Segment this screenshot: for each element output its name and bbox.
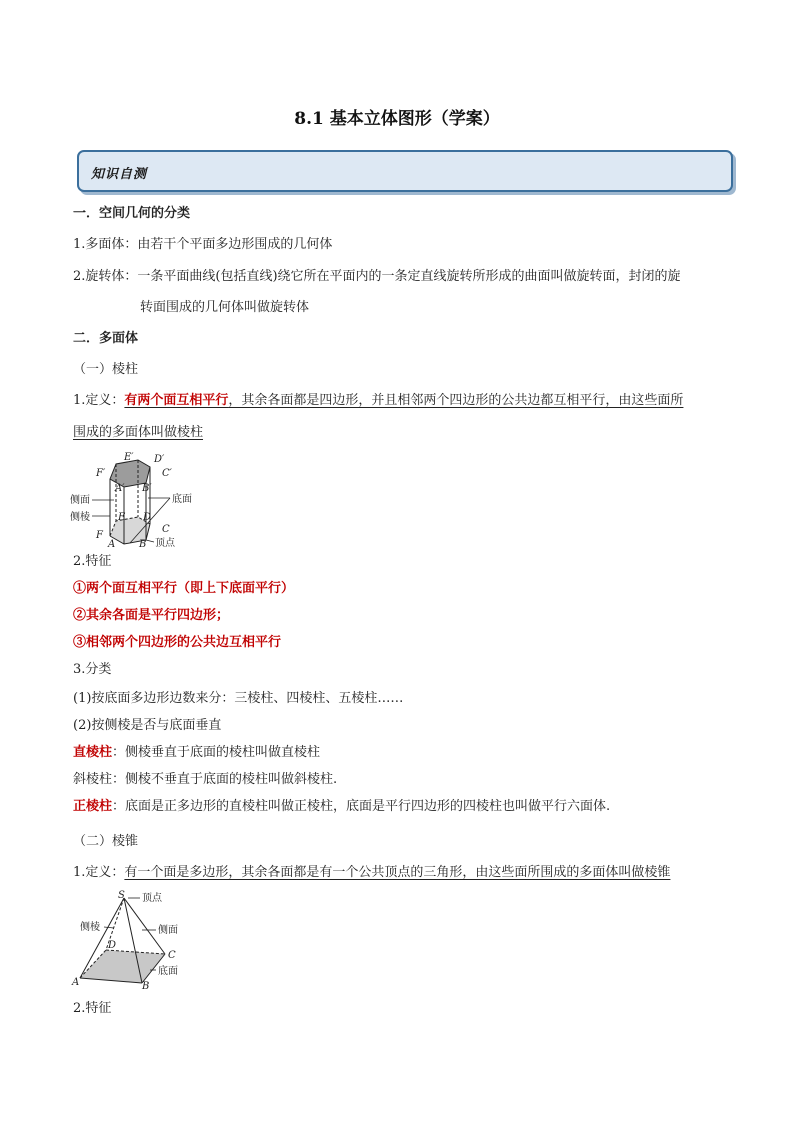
- prism-label-e: E: [118, 512, 126, 523]
- pyramid-label-lateral-face: 侧面: [158, 925, 178, 936]
- prism-feature-2: ②其余各面是平行四边形；: [73, 608, 230, 623]
- right-prism-line: [73, 744, 320, 762]
- prism-class-2: (2)按侧棱是否与底面垂直: [73, 718, 222, 733]
- prism-def-prefix: 1.定义：: [73, 393, 125, 408]
- oblique-prism-line: 斜棱柱：侧棱不垂直于底面的棱柱叫做斜棱柱.: [73, 772, 338, 787]
- right-prism-term: 直棱柱: [73, 745, 113, 760]
- pyramid-label-c: C: [168, 950, 176, 961]
- prism-label-f-prime: F′: [96, 468, 106, 479]
- prism-label-lateral-face: 侧面: [70, 495, 90, 506]
- prism-label-a-prime: A′: [115, 483, 125, 494]
- polyhedron-definition: 1.多面体：由若干个平面多边形围成的几何体: [73, 237, 333, 252]
- pyramid-figure: [70, 888, 210, 990]
- prism-feature-3: ③相邻两个四边形的公共边互相平行: [73, 635, 282, 650]
- prism-definition-line2: 围成的多面体叫做棱柱: [73, 425, 204, 440]
- regular-prism-line: [73, 798, 610, 816]
- heading-pyramid: （二）棱锥: [73, 834, 139, 849]
- pyramid-label-d: D: [108, 940, 117, 951]
- prism-label-b: B: [139, 539, 147, 548]
- prism-label-a: A: [108, 539, 116, 548]
- pyramid-def-text: 有一个面是多边形，其余各面都是有一个公共顶点的三角形，由这些面所围成的多面体叫做棱锥: [124, 865, 671, 880]
- page-title: 8.1 基本立体图形（学案）: [294, 109, 500, 129]
- right-prism-desc: ：侧棱垂直于底面的棱柱叫做直棱柱: [112, 745, 321, 760]
- prism-class-1: (1)按底面多边形边数来分：三棱柱、四棱柱、五棱柱……: [73, 691, 404, 706]
- section-banner: [77, 150, 733, 192]
- prism-def-highlight: 有两个面互相平行: [124, 393, 229, 408]
- prism-label-base: 底面: [172, 494, 192, 505]
- prism-label-f: F: [96, 530, 103, 541]
- solid-of-revolution-line2: 转面围成的几何体叫做旋转体: [140, 300, 310, 315]
- pyramid-label-b: B: [142, 981, 150, 990]
- prism-figure: [70, 448, 210, 548]
- pyramid-def-prefix: 1.定义：: [73, 865, 125, 880]
- prism-label-d-prime: D′: [154, 454, 165, 465]
- prism-label-e-prime: E′: [124, 452, 134, 463]
- pyramid-label-lateral-edge: 侧棱: [80, 922, 100, 933]
- banner-label: 知识自测: [91, 167, 148, 182]
- pyramid-label-s: S: [118, 890, 125, 901]
- prism-label-c-prime: C′: [162, 468, 172, 479]
- prism-label-lateral-edge: 侧棱: [70, 512, 90, 523]
- regular-prism-term: 正棱柱: [73, 799, 113, 814]
- prism-feature-heading: 2.特征: [73, 554, 112, 569]
- prism-class-heading: 3.分类: [73, 662, 112, 677]
- prism-label-b-prime: B′: [142, 483, 152, 494]
- heading-classification: 一．空间几何的分类: [73, 206, 191, 221]
- prism-label-c: C: [162, 524, 170, 535]
- pyramid-definition: [73, 864, 670, 882]
- solid-of-revolution-line1: 2.旋转体：一条平面曲线(包括直线)绕它所在平面内的一条定直线旋转所形成的曲面叫做旋转面，封闭的旋: [73, 269, 681, 284]
- pyramid-label-base: 底面: [158, 966, 178, 977]
- prism-label-d: D: [143, 512, 152, 523]
- heading-prism: （一）棱柱: [73, 362, 139, 377]
- prism-definition-line1: [73, 392, 683, 410]
- prism-label-vertex: 顶点: [155, 538, 175, 548]
- heading-polyhedron: 二．多面体: [73, 331, 139, 346]
- pyramid-label-a: A: [72, 977, 80, 988]
- pyramid-label-vertex: 顶点: [142, 893, 162, 904]
- prism-feature-1: ①两个面互相平行（即上下底面平行）: [73, 581, 295, 596]
- pyramid-feature-heading: 2.特征: [73, 1001, 112, 1016]
- prism-def-rest: ，其余各面都是四边形，并且相邻两个四边形的公共边都互相平行，由这些面所: [228, 393, 684, 408]
- regular-prism-desc: ：底面是正多边形的直棱柱叫做正棱柱，底面是平行四边形的四棱柱也叫做平行六面体.: [112, 799, 611, 814]
